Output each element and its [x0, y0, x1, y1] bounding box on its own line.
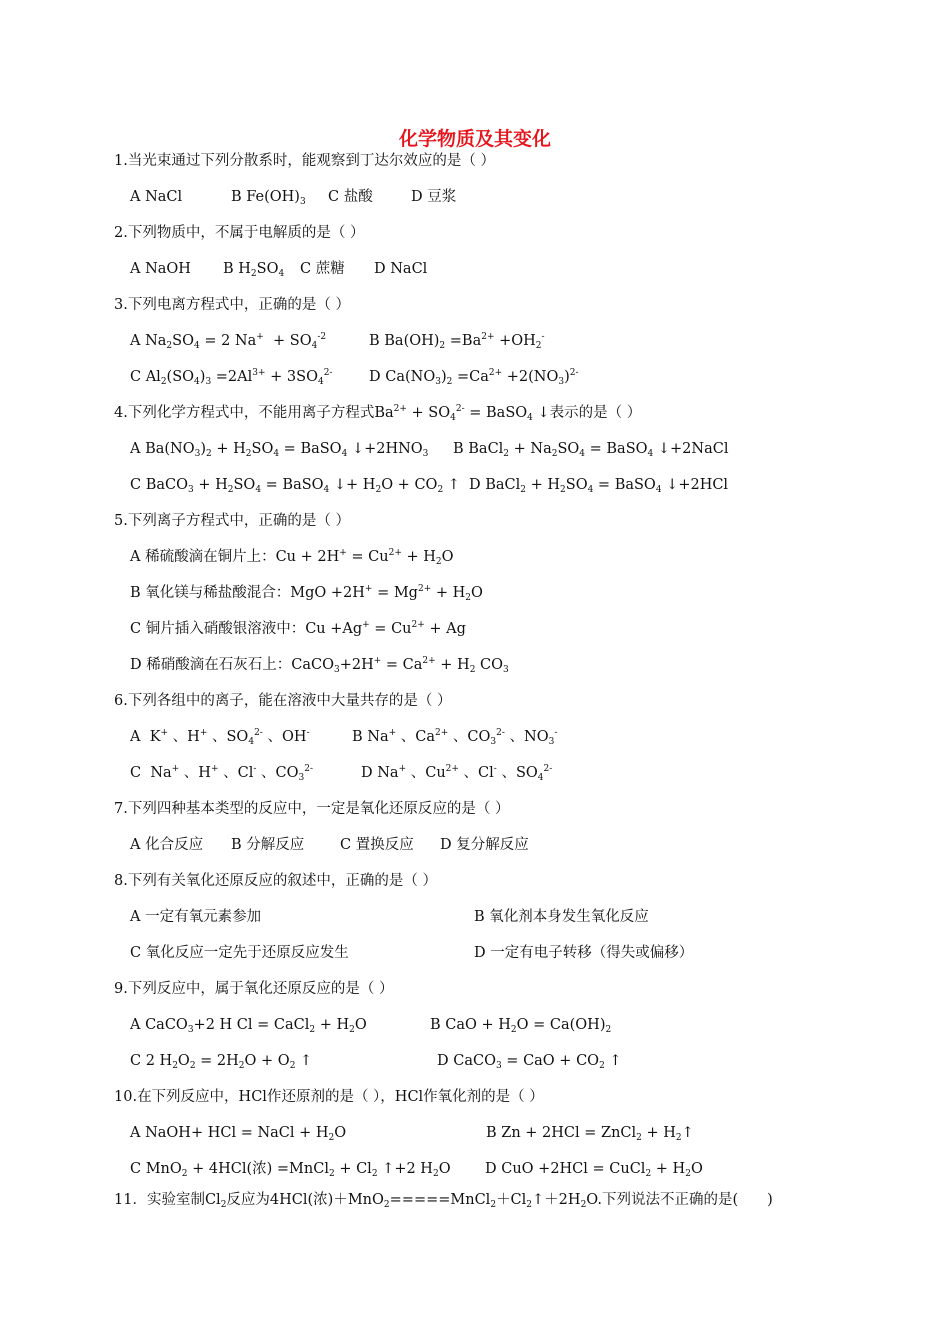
- question-11-number: 11．: [114, 1192, 147, 1208]
- question-8-option-b: B 氧化剂本身发生氧化反应: [474, 909, 649, 925]
- question-7-option-d: D 复分解反应: [440, 837, 529, 853]
- question-7-option-b: B 分解反应: [231, 837, 305, 853]
- question-6-option-d: D Na+ 、$Cu^{2+}$ 、Cl- 、$SO_4^{2-}$: [361, 764, 553, 783]
- question-10-option-d: D CuO +2HCl = CuCl$_2$ + $H_2O$: [485, 1161, 703, 1179]
- question-1-option-a: A NaCl: [130, 189, 183, 205]
- question-4-option-c: C BaCO$_3$ + $H_2SO_4$ = BaSO$_4$ ↓+ $H_2O + CO_2$ ↑: [130, 477, 460, 495]
- question-5-option-c: C 铜片插入硝酸银溶液中：$Cu +Ag^+ = Cu^{2+} + Ag$: [130, 620, 466, 637]
- question-2-option-a: A NaOH: [130, 261, 191, 277]
- question-8-option-c: C 氧化反应一定先于还原反应发生: [130, 945, 349, 961]
- question-3-number: 3.: [114, 297, 128, 313]
- question-5-number: 5.: [114, 513, 128, 529]
- question-8-number: 8.: [114, 873, 128, 889]
- question-8-option-a: A 一定有氧元素参加: [130, 909, 262, 925]
- question-2-option-b: B $H_2SO_4$: [223, 261, 285, 279]
- question-9-option-a: A CaCO$_3$+2 H Cl = CaCl$_2$ + $H_2O$: [130, 1017, 367, 1035]
- question-1-stem: [114, 151, 495, 171]
- question-10-option-b: B Zn + 2HCl = ZnCl$_2$ + $H_2↑$: [486, 1125, 694, 1143]
- question-4-option-b: B BaCl$_2$ + $Na_2SO_4$ = BaSO$_4$ ↓+2NaCl: [453, 441, 729, 459]
- question-9-text: 下列反应中，属于氧化还原反应的是（ ）: [127, 981, 394, 997]
- question-4-option-d: D BaCl$_2$ + $H_2SO_4$ = BaSO$_4$ ↓+2HCl: [469, 477, 729, 495]
- question-1-number: 1.: [114, 153, 128, 169]
- question-5-text: 下列离子方程式中，正确的是（ ）: [127, 513, 350, 529]
- question-6-number: 6.: [114, 693, 128, 709]
- question-3-option-d: D $Ca(NO_3)_2 =Ca^{2+} +2(NO_3)^{2-}$: [369, 368, 579, 387]
- question-5-stem: [114, 511, 350, 531]
- question-2-text: 下列物质中，不属于电解质的是（ ）: [127, 225, 365, 241]
- question-3-text: 下列电离方程式中，正确的是（ ）: [127, 297, 350, 313]
- question-10-stem: [114, 1087, 544, 1107]
- question-8-text: 下列有关氧化还原反应的叙述中，正确的是（ ）: [127, 873, 437, 889]
- question-3-stem: [114, 295, 350, 315]
- question-11-stem: 11．实验室制$Cl_2$反应为4HCl(浓)$+MnO_2=====MnCl_2+Cl_2↑+2H_2O$.下列说法不正确的是( ): [114, 1192, 773, 1210]
- question-8-option-d: D 一定有电子转移（得失或偏移）: [474, 945, 694, 961]
- question-10-text: 在下列反应中，HCl作还原剂的是（ ），HCl作氧化剂的是（ ）: [137, 1089, 544, 1105]
- question-1-text: 当光束通过下列分散系时，能观察到丁达尔效应的是（ ）: [127, 153, 495, 169]
- question-9-number: 9.: [114, 981, 128, 997]
- question-10-number: 10.: [114, 1089, 138, 1105]
- question-9-stem: [114, 979, 393, 999]
- question-4-stem: 4.下列化学方程式中，不能用离子方程式$Ba^{2+} + SO_4^{2-}$ = BaSO$_4$ ↓表示的是（ ）: [114, 404, 642, 423]
- question-7-option-c: C 置换反应: [340, 837, 414, 853]
- document-title: 化学物质及其变化: [398, 128, 551, 150]
- question-7-text: 下列四种基本类型的反应中，一定是氧化还原反应的是（ ）: [127, 801, 510, 817]
- question-5-option-a: A 稀硫酸滴在铜片上：$Cu + 2H^+ = Cu^{2+} + H_2O$: [130, 548, 454, 567]
- question-10-option-c: C MnO$_2$ + 4HCl(浓) =MnCl$_2$ + $Cl_2$ ↑+2 $H_2O$: [130, 1161, 451, 1179]
- question-1-option-c: C 盐酸: [328, 189, 373, 205]
- question-5-option-d: D 稀硝酸滴在石灰石上：CaCO$_3$+2H+ = $Ca^{2+} + H_2$ $CO_3$: [130, 656, 509, 675]
- question-1-option-b: B $Fe(OH)_3$: [231, 189, 306, 207]
- question-2-number: 2.: [114, 225, 128, 241]
- question-6-option-b: B Na+ 、$Ca^{2+}$ 、$CO_3^{2-}$ 、$NO_3^-$: [352, 728, 558, 747]
- question-1-option-d: D 豆浆: [411, 189, 457, 205]
- question-9-option-c: C 2 $H_2O_2 = 2H_2O + O_2$ ↑: [130, 1053, 313, 1071]
- question-6-option-a: A K+ 、H+ 、$SO_4^{2-}$ 、OH-: [130, 728, 310, 747]
- question-2-stem: [114, 223, 364, 243]
- question-7-option-a: A 化合反应: [130, 837, 204, 853]
- question-2-option-c: C 蔗糖: [300, 261, 345, 277]
- question-2-option-d: D NaCl: [374, 261, 428, 277]
- question-9-option-d: D CaCO$_3$ = CaO + $CO_2$ ↑: [437, 1053, 622, 1071]
- question-7-stem: [114, 799, 509, 819]
- question-4-number: 4.: [114, 405, 128, 421]
- question-6-stem: [114, 691, 451, 711]
- question-6-option-c: C Na+ 、H+ 、Cl- 、$CO_3^{2-}$: [130, 764, 314, 783]
- question-7-number: 7.: [114, 801, 128, 817]
- question-9-option-b: B CaO + $H_2O = Ca(OH)_2$: [430, 1017, 612, 1035]
- question-5-option-b: B 氧化镁与稀盐酸混合：MgO $+2H^+ = Mg^{2+} + H_2O$: [130, 584, 483, 603]
- question-10-option-a: A NaOH+ HCl = NaCl + $H_2O$: [130, 1125, 347, 1143]
- question-3-option-a: A $Na_2SO_4 = 2$ $Na^+ + SO_4^{-2}$: [130, 332, 327, 351]
- question-8-stem: [114, 871, 437, 891]
- question-6-text: 下列各组中的离子，能在溶液中大量共存的是（ ）: [127, 693, 452, 709]
- question-3-option-c: C $Al_2(SO_4)_3 =2Al^{3+} + 3SO_4^{2-}$: [130, 368, 333, 387]
- question-3-option-b: B $Ba(OH)_2 =Ba^{2+} +OH_2^-$: [369, 332, 545, 351]
- question-4-option-a: A $Ba(NO_3)_2 + H_2SO_4$ = BaSO$_4$ $↓+2HNO_3$: [130, 441, 429, 459]
